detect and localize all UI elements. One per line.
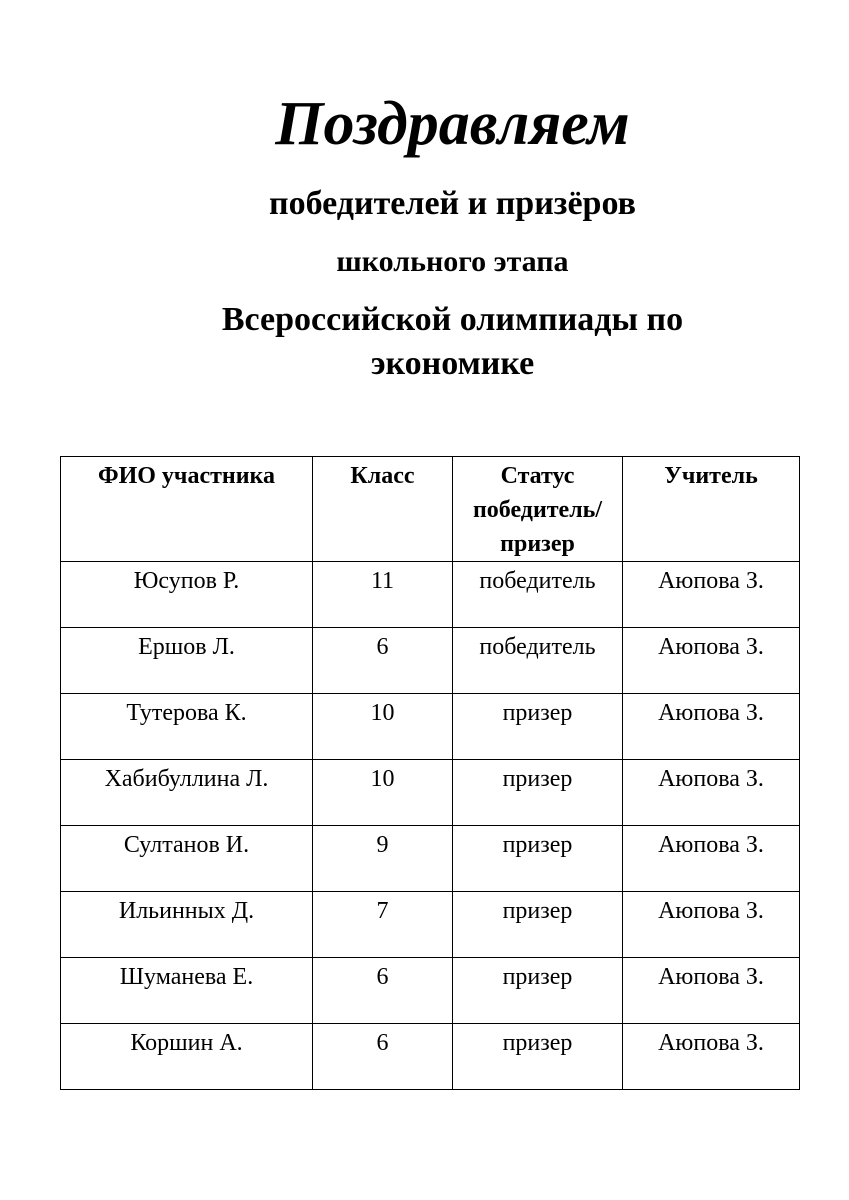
page-title: Поздравляем: [275, 90, 630, 158]
cell-name: Султанов И.: [61, 826, 313, 892]
cell-grade: 11: [313, 562, 453, 628]
cell-status: призер: [453, 958, 623, 1024]
subtitle-olympiad: Всероссийской олимпиады по: [221, 301, 684, 338]
cell-teacher: Аюпова З.: [623, 760, 800, 826]
cell-status: призер: [453, 1024, 623, 1090]
cell-teacher: Аюпова З.: [623, 892, 800, 958]
cell-status: призер: [453, 694, 623, 760]
header-teacher: Учитель: [623, 457, 800, 562]
cell-teacher: Аюпова З.: [623, 826, 800, 892]
table-row: [61, 628, 800, 694]
header-name: ФИО участника: [61, 457, 313, 562]
header-status-line1: Статус: [500, 463, 575, 489]
table-row: [61, 958, 800, 1024]
table-row: [61, 694, 800, 760]
cell-teacher: Аюпова З.: [623, 694, 800, 760]
cell-status: призер: [453, 826, 623, 892]
header-status: [453, 457, 623, 562]
table-row: [61, 826, 800, 892]
table-row: [61, 562, 800, 628]
cell-grade: 7: [313, 892, 453, 958]
cell-teacher: Аюпова З.: [623, 562, 800, 628]
cell-name: Шуманева Е.: [61, 958, 313, 1024]
cell-status: победитель: [453, 562, 623, 628]
cell-grade: 10: [313, 760, 453, 826]
cell-name: Ильинных Д.: [61, 892, 313, 958]
cell-name: Коршин А.: [61, 1024, 313, 1090]
cell-status: призер: [453, 760, 623, 826]
cell-grade: 10: [313, 694, 453, 760]
table-header-row: [61, 457, 800, 562]
cell-grade: 9: [313, 826, 453, 892]
subtitle-stage: школьного этапа: [336, 245, 569, 278]
cell-teacher: Аюпова З.: [623, 958, 800, 1024]
cell-status: победитель: [453, 628, 623, 694]
results-table: [60, 456, 800, 1090]
table-row: [61, 1024, 800, 1090]
header-status-line3: призер: [500, 531, 575, 557]
cell-grade: 6: [313, 1024, 453, 1090]
cell-name: Ершов Л.: [61, 628, 313, 694]
cell-name: Юсупов Р.: [61, 562, 313, 628]
table-row: [61, 892, 800, 958]
cell-name: Хабибуллина Л.: [61, 760, 313, 826]
cell-status: призер: [453, 892, 623, 958]
subtitle-subject: экономике: [370, 345, 535, 382]
cell-grade: 6: [313, 628, 453, 694]
header-grade: Класс: [313, 457, 453, 562]
subtitle-winners: победителей и призёров: [269, 185, 636, 222]
header-status-line2: победитель/: [472, 497, 603, 523]
cell-grade: 6: [313, 958, 453, 1024]
table-row: [61, 760, 800, 826]
cell-name: Тутерова К.: [61, 694, 313, 760]
cell-teacher: Аюпова З.: [623, 628, 800, 694]
cell-teacher: Аюпова З.: [623, 1024, 800, 1090]
